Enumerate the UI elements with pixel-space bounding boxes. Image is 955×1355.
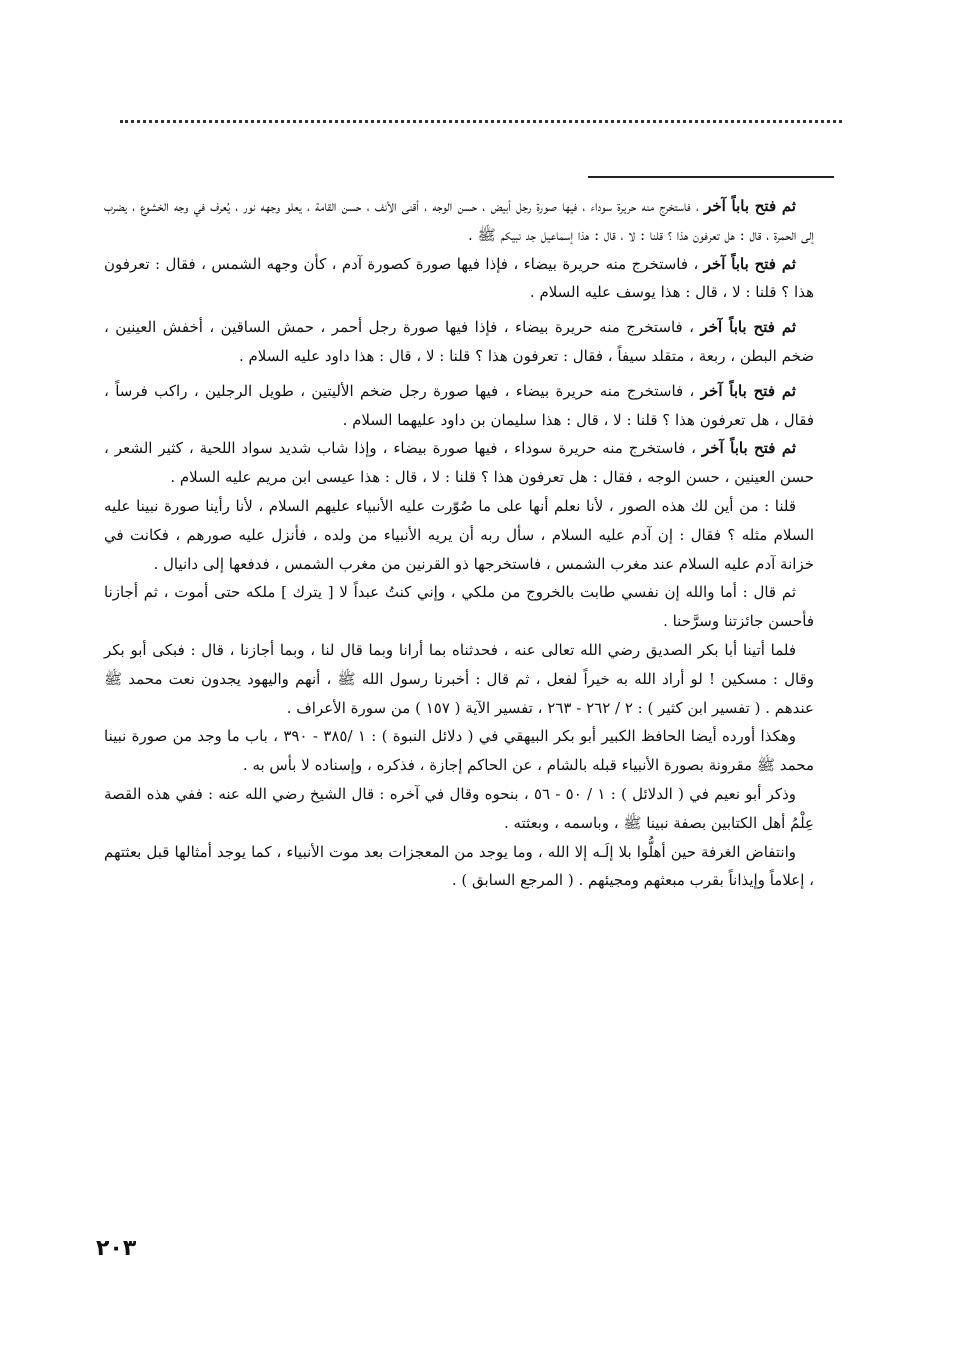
paragraph-text: قلنا : من أين لك هذه الصور ، لأنا نعلم أنها على ما صُوّرت عليه الأنبياء عليهم السلام ، لأنا رأينا صورة نبينا عليه السلام مثله ؟ فقال : إن آدم عليه السلام ، سأل ربه أن يريه الأنبياء من ولده ، فأنزل عليه صورهم ، فكانت في خزانة آدم عليه السلام عند مغرب الشمس ، فاستخرجها ذو القرنين من مغرب الشمس ، فدفعها إلى دانيال .	[104, 496, 814, 573]
page-body	[104, 192, 814, 895]
paragraph-lead: ثم فتح باباً آخر	[700, 318, 796, 337]
header-rule	[588, 176, 834, 178]
paragraph-ismail	[104, 192, 814, 250]
paragraph-text: ثم قال : أما والله إن نفسي طابت بالخروج من ملكي ، وإني كنتُ عبداً لا [ يترك ] ملكه حتى أموت ، ثم أجازنا فأحسن جائزتنا وسرَّحنا .	[104, 583, 814, 631]
paragraph-text: ، فاستخرج منه حريرة سوداء ، فيها صورة رجل أبيض ، حسن الوجه ، أقنى الأنف ، حسن القامة ، يعلو وجهه نور ، يُعرف في وجه الخشوع ، يضرب إلى الحمرة ، قال : هل تعرفون هذا ؟ قلنا : لا ، قال : هذا إسماعيل جد نبيكم ﷺ .	[104, 197, 814, 244]
page-number: ٢٠٣	[96, 1236, 137, 1261]
paragraph-conclusion	[104, 838, 814, 896]
paragraph-lead: ثم فتح باباً آخر	[704, 197, 796, 215]
paragraph-abu-bakr	[104, 636, 814, 722]
paragraph-text: وذكر أبو نعيم في ( الدلائل ) : ١ / ٥٠ - ٥٦ ، بنحوه وقال في آخره : قال الشيخ رضي الله عنه : ففي هذه القصة عِلْمُ أهل الكتابين بصفة نبينا ﷺ ، وباسمه ، وبعثته .	[104, 784, 814, 832]
paragraph-origin-of-images	[104, 492, 814, 578]
paragraph-text: فلما أتينا أبا بكر الصديق رضي الله تعالى عنه ، فحدثناه بما أرانا وبما قال لنا ، وبما أجازنا ، قال : فبكى أبو بكر وقال : مسكين ! لو أراد الله به خيراً لفعل ، ثم قال : أخبرنا رسول الله ﷺ ، أنهم واليهود يجدون نعت محمد ﷺ عندهم . ( تفسير ابن كثير ) : ٢ / ٢٦٢ - ٢٦٣ ، تفسير الآية ( ١٥٧ ) من سورة الأعراف .	[104, 640, 814, 717]
paragraph-isa	[104, 434, 814, 492]
paragraph-abu-nuaym	[104, 780, 814, 838]
paragraph-text: ، فاستخرج منه حريرة بيضاء ، فيها صورة رجل ضخم الأليتين ، طويل الرجلين ، راكب فرساً ، فقال ، هل تعرفون هذا ؟ قلنا : لا ، قال : هذا سليمان بن داود عليهما السلام .	[104, 381, 814, 429]
paragraph-text: ، فاستخرج منه حريرة بيضاء ، فإذا فيها صورة رجل أحمر ، حمش الساقين ، أخفش العينين ، ضخم البطن ، ربعة ، متقلد سيفاً ، فقال : تعرفون هذا ؟ قلنا : لا ، قال : هذا داود عليه السلام .	[104, 318, 814, 365]
paragraph-yusuf	[104, 250, 814, 308]
paragraph-text: ، فاستخرج منه حريرة بيضاء ، فإذا فيها صورة كصورة آدم ، كأن وجهه الشمس ، فقال : تعرفون هذا ؟ قلنا : لا ، قال : هذا يوسف عليه السلام .	[104, 254, 814, 302]
paragraph-text: وهكذا أورده أيضا الحافظ الكبير أبو بكر البيهقي في ( دلائل النبوة ) : ١ /٣٨٥ - ٣٩٠ ، باب ما وجد من صورة نبينا محمد ﷺ مقرونة بصورة الأنبياء قبله بالشام ، عن الحاكم إجازة ، فذكره ، وإسناده لا بأس به .	[104, 727, 814, 775]
paragraph-lead: ثم فتح باباً آخر	[703, 254, 796, 273]
paragraph-heraclius-remark	[104, 578, 814, 636]
paragraph-lead: ثم فتح باباً آخر	[700, 381, 796, 400]
paragraph-bayhaqi	[104, 722, 814, 780]
paragraph-text: وانتفاض الغرفة حين أهلُّوا بلا إلَـه إلا الله ، وما يوجد من المعجزات بعد موت الأنبياء ، كما يوجد أمثالها قبل بعثتهم ، إعلاماً وإيذاناً بقرب مبعثهم ومجيئهم . ( المرجع السابق ) .	[104, 842, 814, 890]
paragraph-text: ، فاستخرج منه حريرة سوداء ، فيها صورة بيضاء ، وإذا شاب شديد سواد اللحية ، كثير الشعر ، حسن العينين ، حسن الوجه ، فقال : هل تعرفون هذا ؟ قلنا : لا ، قال : هذا عيسى ابن مريم عليه السلام .	[104, 439, 814, 487]
dotted-separator	[120, 120, 842, 130]
paragraph-sulayman	[104, 377, 814, 435]
paragraph-dawud	[104, 313, 814, 371]
paragraph-lead: ثم فتح باباً آخر	[702, 439, 796, 458]
